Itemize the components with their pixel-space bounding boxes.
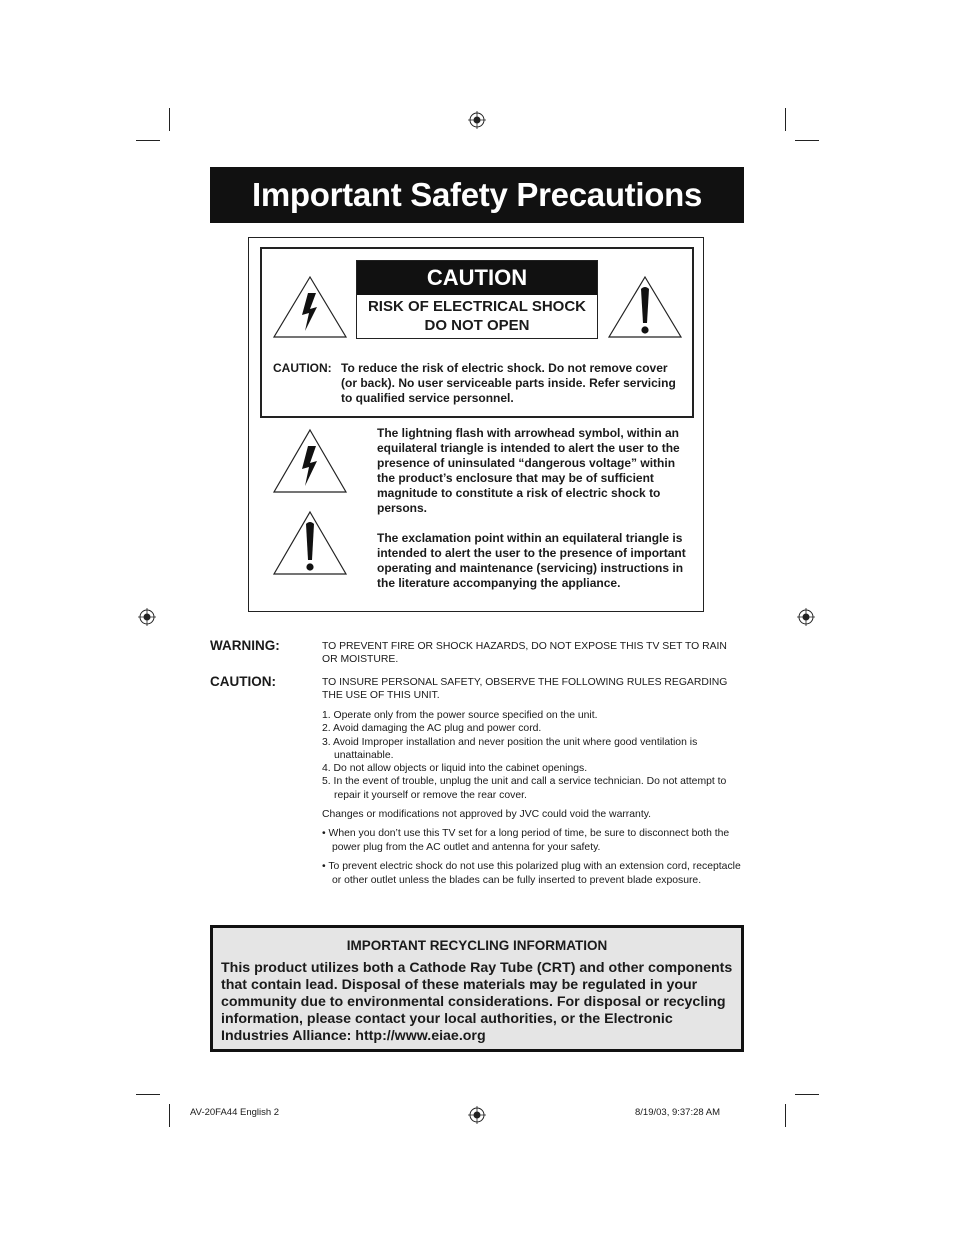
crop-mark xyxy=(169,108,170,131)
caution-heading: CAUTION xyxy=(357,261,597,295)
caution-subheading xyxy=(357,297,597,335)
recycling-body: This product utilizes both a Cathode Ray Tube (CRT) and other components that contain lead. Disposal of these materials may be regulated in your community due to environmental considerations. For disposal or recycling information, please contact your local authorities, or the Electronic Industries Alliance: http://www.eiae.org xyxy=(221,960,733,1044)
recycling-title: IMPORTANT RECYCLING INFORMATION xyxy=(346,938,608,953)
registration-mark-icon xyxy=(797,608,815,626)
list-item: 5. In the event of trouble, unplug the unit and call a service technician. Do not attempt to repair it yourself or remove the rear cover. xyxy=(322,776,727,801)
lightning-triangle-icon xyxy=(272,275,348,339)
crop-mark xyxy=(136,140,160,141)
registration-mark-icon xyxy=(468,1106,486,1124)
safety-rules-list xyxy=(322,709,742,802)
list-item: 3. Avoid Improper installation and never position the unit where good ventilation is unattainable. xyxy=(322,736,698,761)
exclamation-symbol-text: The exclamation point within an equilateral triangle is intended to alert the user to the presence of important operating and maintenance (servicing) instructions in the literature accompanying the appliance. xyxy=(377,531,686,590)
exclamation-triangle-icon xyxy=(272,510,348,576)
warning-text: TO PREVENT FIRE OR SHOCK HAZARDS, DO NOT EXPOSE THIS TV SET TO RAIN OR MOISTURE. xyxy=(322,641,727,665)
registration-mark-icon xyxy=(138,608,156,626)
list-item: • When you don’t use this TV set for a long period of time, be sure to disconnect both the power plug from the AC outlet and antenna for your safety. xyxy=(322,828,730,853)
list-item: 2. Avoid damaging the AC plug and power cord. xyxy=(322,723,542,735)
crop-mark xyxy=(136,1094,160,1095)
lightning-triangle-icon xyxy=(272,428,348,494)
warning-label: WARNING: xyxy=(210,638,280,653)
list-item: 4. Do not allow objects or liquid into the cabinet openings. xyxy=(322,763,588,775)
footer-timestamp: 8/19/03, 9:37:28 AM xyxy=(635,1107,721,1118)
caution-subheading-line: RISK OF ELECTRICAL SHOCK xyxy=(367,298,587,315)
caution-rules-label: CAUTION: xyxy=(210,674,276,689)
caution-text-label: CAUTION: xyxy=(273,361,332,375)
page-title: Important Safety Precautions xyxy=(210,167,744,223)
crop-mark xyxy=(795,1094,819,1095)
crop-mark xyxy=(785,108,786,131)
caution-label xyxy=(356,260,598,339)
registration-mark-icon xyxy=(468,111,486,129)
crop-mark xyxy=(169,1104,170,1127)
warranty-note: Changes or modifications not approved by JVC could void the warranty. xyxy=(322,809,652,820)
safety-bullets-list xyxy=(322,827,742,893)
caution-subheading-line: DO NOT OPEN xyxy=(424,317,530,334)
footer-file-info: AV-20FA44 English 2 xyxy=(190,1107,280,1118)
exclamation-triangle-icon xyxy=(607,275,683,339)
list-item: 1. Operate only from the power source specified on the unit. xyxy=(322,710,598,721)
caution-text: To reduce the risk of electric shock. Do not remove cover (or back). No user serviceable parts inside. Refer servicing to qualified service personnel. xyxy=(341,361,676,405)
crop-mark xyxy=(785,1104,786,1127)
list-item: • To prevent electric shock do not use this polarized plug with an extension cord, receptacle or other outlet unless the blades can be fully inserted to prevent blade exposure. xyxy=(322,861,741,886)
crop-mark xyxy=(795,140,819,141)
lightning-symbol-text: The lightning flash with arrowhead symbol, within an equilateral triangle is intended to alert the user to the presence of uninsulated “dangerous voltage” within the product’s enclosure that may be of sufficient magnitude to constitute a risk of electric shock to persons. xyxy=(377,426,680,515)
recycling-info-box xyxy=(210,925,744,1052)
caution-rules-text: TO INSURE PERSONAL SAFETY, OBSERVE THE FOLLOWING RULES REGARDING THE USE OF THIS UNIT. xyxy=(322,677,728,701)
